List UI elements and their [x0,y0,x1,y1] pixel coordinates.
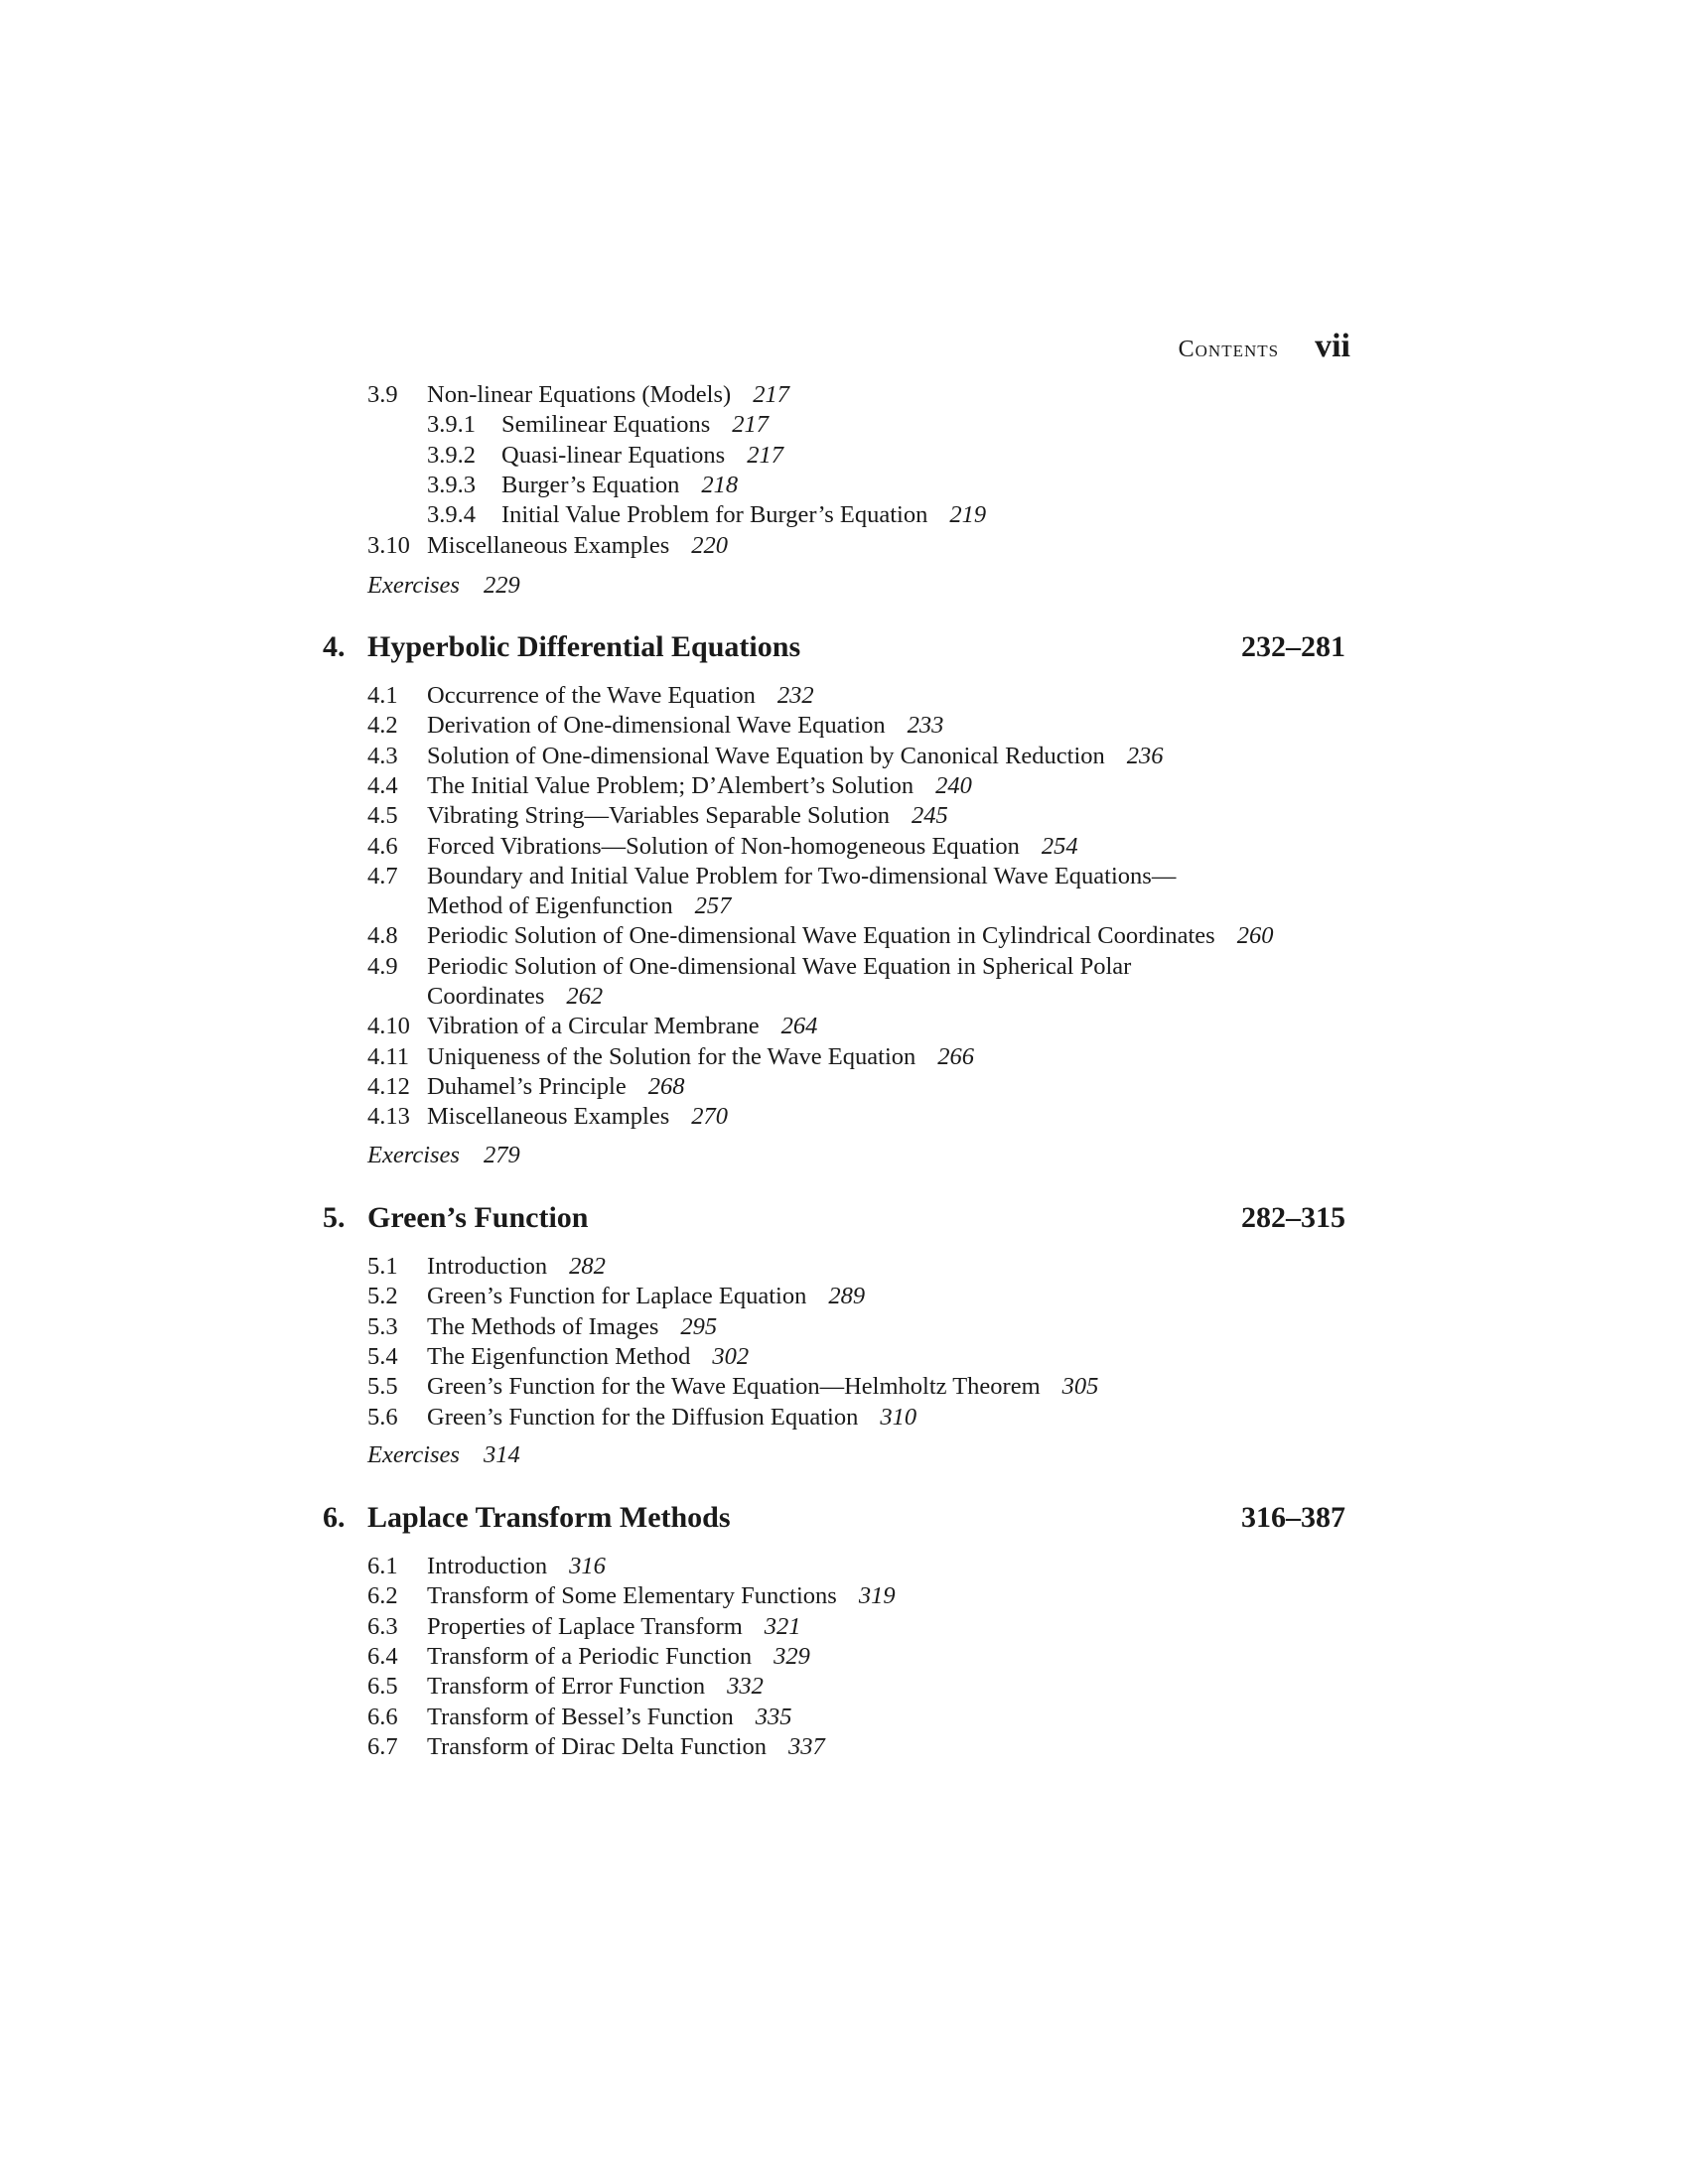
section-page: 310 [880,1403,917,1431]
section-title: Transform of Bessel’s Function 335 [427,1703,792,1730]
section-page: 268 [647,1072,685,1100]
section-number: 6.4 [367,1642,398,1670]
section-number: 6.5 [367,1673,398,1701]
section-number: 3.9.4 [427,501,476,529]
exercises-entry [367,1141,520,1170]
section-title: Vibrating String—Variables Separable Solution 245 [427,802,948,830]
section-number: 4.9 [367,952,398,980]
section-page: 218 [701,471,739,498]
section-page: 262 [566,982,604,1010]
section-number: 4.10 [367,1013,410,1040]
section-number: 3.10 [367,531,410,559]
section-page: 302 [712,1342,750,1370]
section-number: 5.1 [367,1253,398,1280]
section-title: Properties of Laplace Transform 321 [427,1612,801,1640]
section-title: The Methods of Images 295 [427,1312,718,1340]
section-number: 3.9 [367,381,398,408]
section-page: 219 [949,501,987,529]
section-title: Miscellaneous Examples 270 [427,1103,729,1131]
section-title: Transform of Some Elementary Functions 319 [427,1582,896,1610]
section-page: 332 [727,1673,764,1701]
section-number: 4.6 [367,832,398,860]
section-number: 3.9.1 [427,411,476,439]
section-page: 257 [694,892,732,920]
section-number: 5.2 [367,1283,398,1310]
section-number: 3.9.2 [427,441,476,469]
section-title: Forced Vibrations—Solution of Non-homogeneous Equation 254 [427,832,1078,860]
section-title: Non-linear Equations (Models) 217 [427,381,789,408]
section-title-continued: Coordinates 262 [427,982,604,1010]
section-number: 6.6 [367,1703,398,1730]
section-title: Miscellaneous Examples 220 [427,531,729,559]
section-page: 264 [780,1013,818,1040]
chapter-title: Laplace Transform Methods [367,1501,731,1534]
page-number: vii [1315,328,1350,364]
section-number: 4.8 [367,922,398,950]
chapter-number: 6. [323,1501,346,1534]
section-title: Quasi-linear Equations 217 [501,441,783,469]
section-title: Periodic Solution of One-dimensional Wave Equation in Cylindrical Coordinates 260 [427,922,1274,950]
section-number: 4.3 [367,742,398,769]
section-title: Transform of Dirac Delta Function 337 [427,1732,825,1760]
section-title: Transform of a Periodic Function 329 [427,1642,810,1670]
section-title: Introduction 316 [427,1553,606,1579]
section-number: 4.12 [367,1072,410,1100]
section-title: Transform of Error Function 332 [427,1673,764,1701]
section-title: Solution of One-dimensional Wave Equation by Canonical Reduction 236 [427,742,1164,769]
section-number: 4.5 [367,802,398,830]
exercises-label: Exercises [367,572,460,599]
section-page: 289 [828,1283,866,1310]
section-page: 240 [935,771,972,799]
chapter-number: 5. [323,1201,346,1234]
section-number: 4.11 [367,1042,409,1070]
section-page: 254 [1041,832,1078,860]
section-title: Vibration of a Circular Membrane 264 [427,1013,818,1040]
section-page: 217 [747,441,783,469]
section-title: Boundary and Initial Value Problem for Two-dimensional Wave Equations— [427,862,1177,889]
chapter-page-range: 316–387 [1241,1501,1345,1534]
section-number: 6.3 [367,1612,398,1640]
exercises-page: 279 [483,1141,520,1168]
running-header [1142,328,1350,365]
section-page: 316 [569,1553,606,1579]
section-page: 217 [732,411,769,439]
section-title: Burger’s Equation 218 [501,471,739,498]
section-page: 266 [937,1042,974,1070]
section-page: 217 [753,381,789,408]
section-page: 329 [774,1642,810,1670]
section-title: Green’s Function for the Wave Equation—Helmholtz Theorem 305 [427,1373,1099,1401]
section-page: 233 [907,712,944,740]
section-page: 321 [764,1612,801,1640]
chapter-title: Green’s Function [367,1201,589,1234]
section-page: 270 [691,1103,729,1131]
section-page: 220 [691,531,729,559]
section-page: 282 [569,1253,606,1280]
section-title: Periodic Solution of One-dimensional Wave Equation in Spherical Polar [427,952,1132,980]
section-page: 236 [1126,742,1164,769]
chapter-title: Hyperbolic Differential Equations [367,630,801,663]
section-title: The Initial Value Problem; D’Alembert’s Solution 240 [427,771,972,799]
section-title: Uniqueness of the Solution for the Wave Equation 266 [427,1042,974,1070]
section-title: Green’s Function for the Diffusion Equation 310 [427,1403,917,1431]
section-number: 4.7 [367,862,398,889]
section-page: 260 [1236,922,1274,950]
section-number: 5.4 [367,1342,398,1370]
section-title: Introduction 282 [427,1253,606,1280]
section-number: 5.6 [367,1403,398,1431]
section-number: 4.1 [367,682,398,709]
section-page: 319 [858,1582,896,1610]
section-title: Derivation of One-dimensional Wave Equation 233 [427,712,944,740]
section-title: Green’s Function for Laplace Equation 289 [427,1283,866,1310]
section-number: 5.5 [367,1373,398,1401]
exercises-label: Exercises [367,1141,460,1168]
chapter-number: 4. [323,630,346,663]
section-page: 335 [755,1703,792,1730]
section-number: 3.9.3 [427,471,476,498]
section-title-continued: Method of Eigenfunction 257 [427,892,732,920]
exercises-label: Exercises [367,1440,460,1468]
section-page: 337 [788,1732,825,1760]
exercises-page: 229 [483,572,520,599]
section-page: 232 [776,682,814,709]
running-header-label: Contents [1178,337,1280,362]
section-title: Semilinear Equations 217 [501,411,769,439]
section-title: Initial Value Problem for Burger’s Equation 219 [501,501,987,529]
exercises-entry [367,1440,520,1470]
section-number: 6.7 [367,1732,398,1760]
chapter-page-range: 282–315 [1241,1201,1345,1234]
exercises-page: 314 [483,1440,520,1468]
section-title: Occurrence of the Wave Equation 232 [427,682,814,709]
section-number: 5.3 [367,1312,398,1340]
chapter-page-range: 232–281 [1241,630,1345,663]
section-number: 4.13 [367,1103,410,1131]
section-page: 305 [1061,1373,1099,1401]
section-title: The Eigenfunction Method 302 [427,1342,750,1370]
section-page: 245 [912,802,948,830]
section-page: 295 [680,1312,718,1340]
section-number: 4.2 [367,712,398,740]
exercises-entry [367,571,520,601]
section-title: Duhamel’s Principle 268 [427,1072,685,1100]
section-number: 6.2 [367,1582,398,1610]
section-number: 6.1 [367,1553,398,1579]
section-number: 4.4 [367,771,398,799]
